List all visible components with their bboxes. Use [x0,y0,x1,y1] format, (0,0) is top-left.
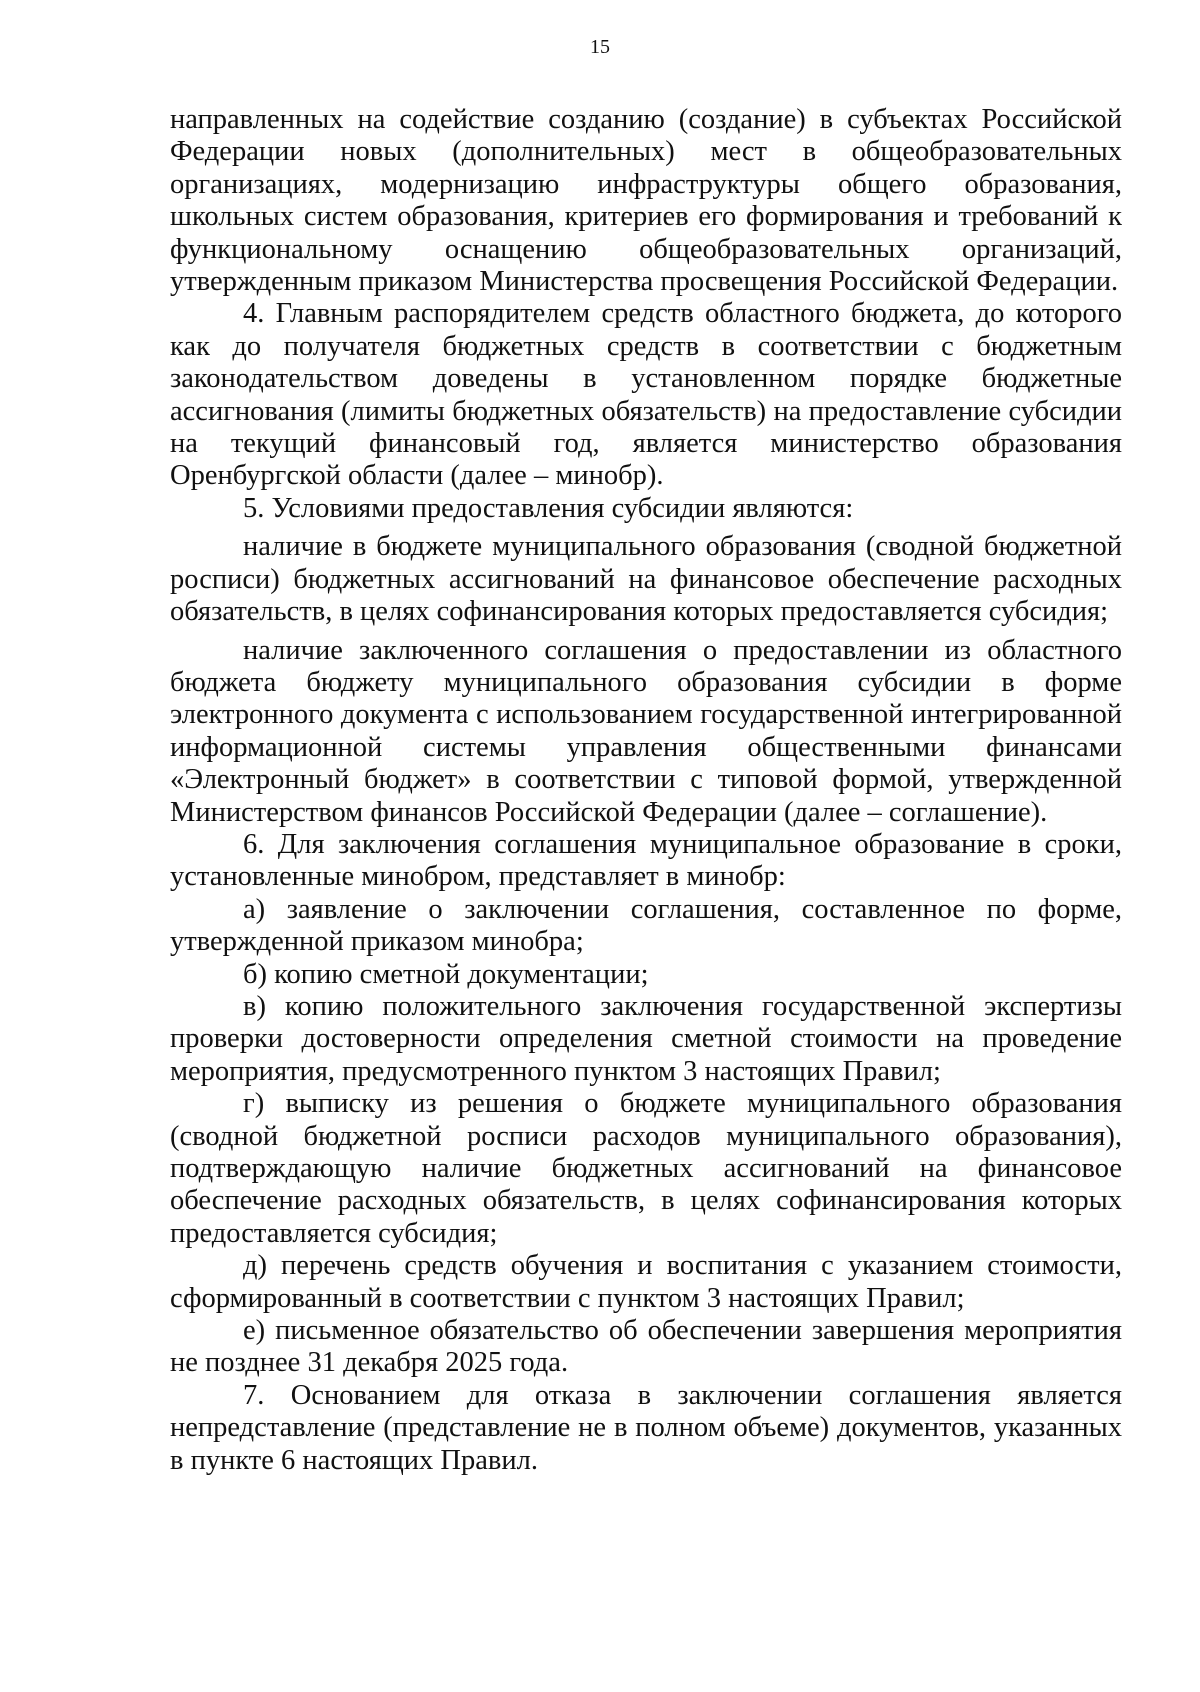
document-body [170,104,1122,1477]
paragraph-continuation: направленных на содействие созданию (создание) в субъектах Российской Федерации новых (дополнительных) мест в общеобразовательных организациях, модернизацию инфраструктуры общего образования, школьных систем образования, критериев его формирования и требований к функциональному оснащению общеобразовательных организаций, утвержденным приказом Министерства просвещения Российской Федерации. [170,104,1122,298]
paragraph-condition-agreement: наличие заключенного соглашения о предоставлении из областного бюджета бюджету муниципального образования субсидии в форме электронного документа с использованием государственной интегрированной информационной системы управления общественными финансами «Электронный бюджет» в соответствии с типовой формой, утвержденной Министерством финансов Российской Федерации (далее – соглашение). [170,634,1122,828]
paragraph-item-4: 4. Главным распорядителем средств областного бюджета, до которого как до получателя бюджетных средств в соответствии с бюджетным законодательством доведены в установленном порядке бюджетные ассигнования (лимиты бюджетных обязательств) на предоставление субсидии на текущий финансовый год, является министерство образования Оренбургской области (далее – минобр). [170,298,1122,492]
paragraph-item-5: 5. Условиями предоставления субсидии являются: [243,492,854,524]
paragraph-subitem-a: а) заявление о заключении соглашения, составленное по форме, утвержденной приказом минобра; [170,893,1122,958]
paragraph-subitem-v: в) копию положительного заключения государственной экспертизы проверки достоверности определения сметной стоимости на проведение мероприятия, предусмотренного пунктом 3 настоящих Правил; [170,990,1122,1087]
paragraph-item-6: 6. Для заключения соглашения муниципальное образование в сроки, установленные минобром, представляет в минобр: [170,828,1122,893]
paragraph-subitem-g: г) выписку из решения о бюджете муниципального образования (сводной бюджетной росписи расходов муниципального образования), подтверждающую наличие бюджетных ассигнований на финансовое обеспечение расходных обязательств, в целях софинансирования которых предоставляется субсидия; [170,1088,1122,1249]
paragraph-condition-budget: наличие в бюджете муниципального образования (сводной бюджетной росписи) бюджетных ассигнований на финансовое обеспечение расходных обязательств, в целях софинансирования которых предоставляется субсидия; [170,531,1122,628]
paragraph-subitem-e: е) письменное обязательство об обеспечении завершения мероприятия не позднее 31 декабря 2025 года. [170,1315,1122,1379]
paragraph-item-7: 7. Основанием для отказа в заключении соглашения является непредставление (представление не в полном объеме) документов, указанных в пункте 6 настоящих Правил. [170,1379,1122,1476]
paragraph-subitem-b: б) копию сметной документации; [243,958,649,990]
page-number: 15 [590,36,610,58]
paragraph-subitem-d: д) перечень средств обучения и воспитания с указанием стоимости, сформированный в соответствии с пунктом 3 настоящих Правил; [170,1250,1122,1314]
